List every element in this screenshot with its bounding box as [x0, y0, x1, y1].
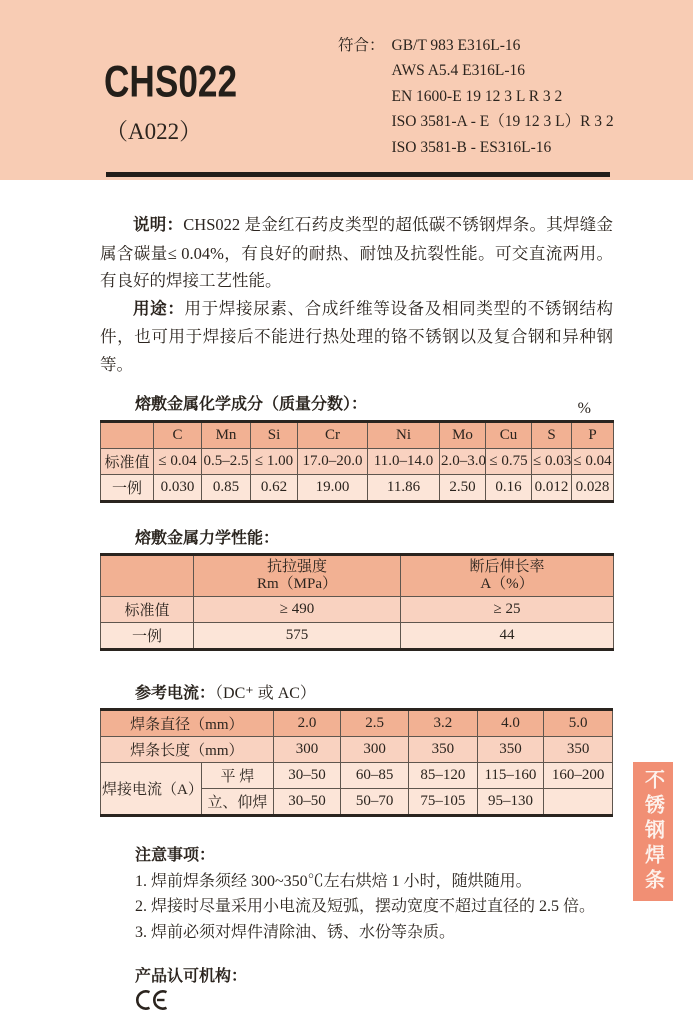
cell: 0.16 — [486, 475, 532, 502]
mech-example-row — [101, 623, 614, 650]
cell: 0.028 — [572, 475, 614, 502]
standard-item: ISO 3581-B - ES316L-16 — [391, 138, 552, 156]
note-item: 3. 焊前必须对焊件清除油、锈、水份等杂质。 — [135, 923, 456, 941]
cell: 4.0 — [477, 710, 544, 737]
cell: 30–50 — [273, 789, 341, 816]
col-header-line2: Rm（MPa） — [256, 576, 337, 592]
cell: 160–200 — [544, 763, 613, 789]
standard-item: ISO 3581-A - E（19 12 3 L）R 3 2 — [391, 113, 614, 131]
cell: 3.2 — [408, 710, 477, 737]
sub-row-label: 平 焊 — [201, 763, 273, 789]
cell: 2.0–3.0 — [440, 449, 486, 475]
cell: ≤ 0.03 — [532, 449, 572, 475]
chem-unit-label: % — [577, 400, 591, 417]
row-label: 焊条直径（mm） — [101, 710, 274, 737]
note-item: 1. 焊前焊条须经 300~350℃左右烘焙 1 小时，随烘随用。 — [135, 873, 532, 890]
product-alias: （A022） — [105, 119, 203, 144]
description-label: 说明： — [133, 216, 184, 234]
cell: 350 — [477, 737, 544, 763]
flat-weld-row — [101, 763, 613, 789]
note-item: 2. 焊接时尽量采用小电流及短弧，摆动宽度不超过直径的 2.5 倍。 — [135, 898, 596, 916]
col-header: Cr — [298, 422, 368, 449]
header-divider-rule — [106, 172, 610, 177]
certification-section — [135, 963, 613, 1011]
col-header — [194, 555, 401, 597]
cell: 575 — [194, 623, 401, 650]
cell: ≤ 0.04 — [154, 449, 202, 475]
cell: ≥ 25 — [401, 597, 614, 623]
col-header: C — [154, 422, 202, 449]
cell: 300 — [273, 737, 341, 763]
reference-current-table — [100, 708, 613, 817]
cell: 44 — [401, 623, 614, 650]
cell: 5.0 — [544, 710, 613, 737]
standard-item: EN 1600-E 19 12 3 L R 3 2 — [391, 87, 563, 105]
col-header-line2: A（%） — [480, 576, 534, 592]
chem-example-row — [101, 475, 614, 502]
col-header — [401, 555, 614, 597]
product-model: CHS022 — [104, 56, 238, 107]
cell — [544, 789, 613, 816]
col-header-lines — [402, 557, 612, 595]
cell: ≥ 490 — [194, 597, 401, 623]
description-section — [100, 211, 613, 378]
notes-list — [135, 869, 613, 945]
cell: 300 — [341, 737, 409, 763]
row-label: 一例 — [101, 623, 194, 650]
cell: 11.0–14.0 — [368, 449, 440, 475]
cell: 0.5–2.5 — [202, 449, 251, 475]
col-header-lines — [195, 557, 399, 595]
row-label: 焊条长度（mm） — [101, 737, 274, 763]
cell: 350 — [408, 737, 477, 763]
cell: 350 — [544, 737, 613, 763]
notes-title: 注意事项： — [135, 847, 216, 864]
chem-title-row — [100, 391, 613, 418]
description-paragraph — [100, 211, 613, 295]
current-title-note: （DC⁺ 或 AC） — [215, 685, 316, 702]
cell: 95–130 — [477, 789, 544, 816]
col-header: Si — [251, 422, 298, 449]
cell: ≤ 0.04 — [572, 449, 614, 475]
usage-text: 用于焊接尿素、合成纤维等设备及相同类型的不锈钢结构件，也可用于焊接后不能进行热处理的铬不锈钢以及复合钢和异种钢等。 — [100, 298, 614, 374]
current-table-title — [135, 680, 613, 703]
cell: 0.030 — [154, 475, 202, 502]
chemical-composition-table — [100, 420, 614, 503]
notes-section — [135, 842, 613, 945]
mechanical-properties-table — [100, 553, 614, 651]
cell: 85–120 — [408, 763, 477, 789]
cell: 60–85 — [341, 763, 409, 789]
cell: 2.0 — [273, 710, 341, 737]
corner-cell — [101, 422, 154, 449]
chem-header-row — [101, 422, 614, 449]
mech-standard-row — [101, 597, 614, 623]
cell: 2.5 — [341, 710, 409, 737]
standard-item: AWS A5.4 E316L-16 — [391, 62, 526, 80]
row-label: 一例 — [101, 475, 154, 502]
chem-standard-row — [101, 449, 614, 475]
chem-table-title: 熔敷金属化学成分（质量分数）： — [135, 396, 368, 413]
cell: 19.00 — [298, 475, 368, 502]
standard-item: GB/T 983 E316L-16 — [391, 37, 521, 54]
current-title-text: 参考电流： — [135, 685, 216, 702]
category-side-tab: 不锈钢焊条 — [633, 762, 673, 901]
cell: 75–105 — [408, 789, 477, 816]
cell: 0.85 — [202, 475, 251, 502]
description-text: CHS022 是金红石药皮类型的超低碳不锈钢焊条。其焊缝金属含碳量≤ 0.04%，有良好的耐热、耐蚀及抗裂性能。可交直流两用。有良好的焊接工艺性能。 — [100, 215, 614, 290]
length-row — [101, 737, 613, 763]
cell: 0.012 — [532, 475, 572, 502]
cell: ≤ 0.75 — [486, 449, 532, 475]
cell: 11.86 — [368, 475, 440, 502]
usage-paragraph — [100, 295, 613, 379]
col-header: P — [572, 422, 614, 449]
col-header-line1: 抗拉强度 — [266, 559, 327, 575]
col-header: Mn — [202, 422, 251, 449]
usage-label: 用途： — [133, 299, 185, 318]
mech-table-title: 熔敷金属力学性能： — [135, 530, 280, 547]
corner-cell — [101, 555, 194, 597]
ce-mark-icon — [135, 989, 613, 1011]
diameter-row — [101, 710, 613, 737]
cell: 0.62 — [251, 475, 298, 502]
cell: 115–160 — [477, 763, 544, 789]
cell: 17.0–20.0 — [298, 449, 368, 475]
col-header: S — [532, 422, 572, 449]
header-band — [0, 0, 693, 180]
page-content — [100, 180, 613, 1011]
standards-list — [392, 33, 614, 160]
cell: 30–50 — [273, 763, 341, 789]
standards-block — [338, 33, 614, 160]
col-header: Cu — [486, 422, 532, 449]
cell: 2.50 — [440, 475, 486, 502]
sub-row-label: 立、仰焊 — [201, 789, 273, 816]
row-label: 焊接电流（A） — [101, 763, 202, 816]
col-header: Mo — [440, 422, 486, 449]
row-label: 标准值 — [101, 597, 194, 623]
row-label: 标准值 — [101, 449, 154, 475]
col-header-line1: 断后伸长率 — [469, 559, 545, 575]
standards-label: 符合： — [338, 37, 385, 54]
certification-title: 产品认可机构： — [135, 967, 248, 985]
col-header: Ni — [368, 422, 440, 449]
mech-header-row — [101, 555, 614, 597]
cell: ≤ 1.00 — [251, 449, 298, 475]
cell: 50–70 — [341, 789, 409, 816]
